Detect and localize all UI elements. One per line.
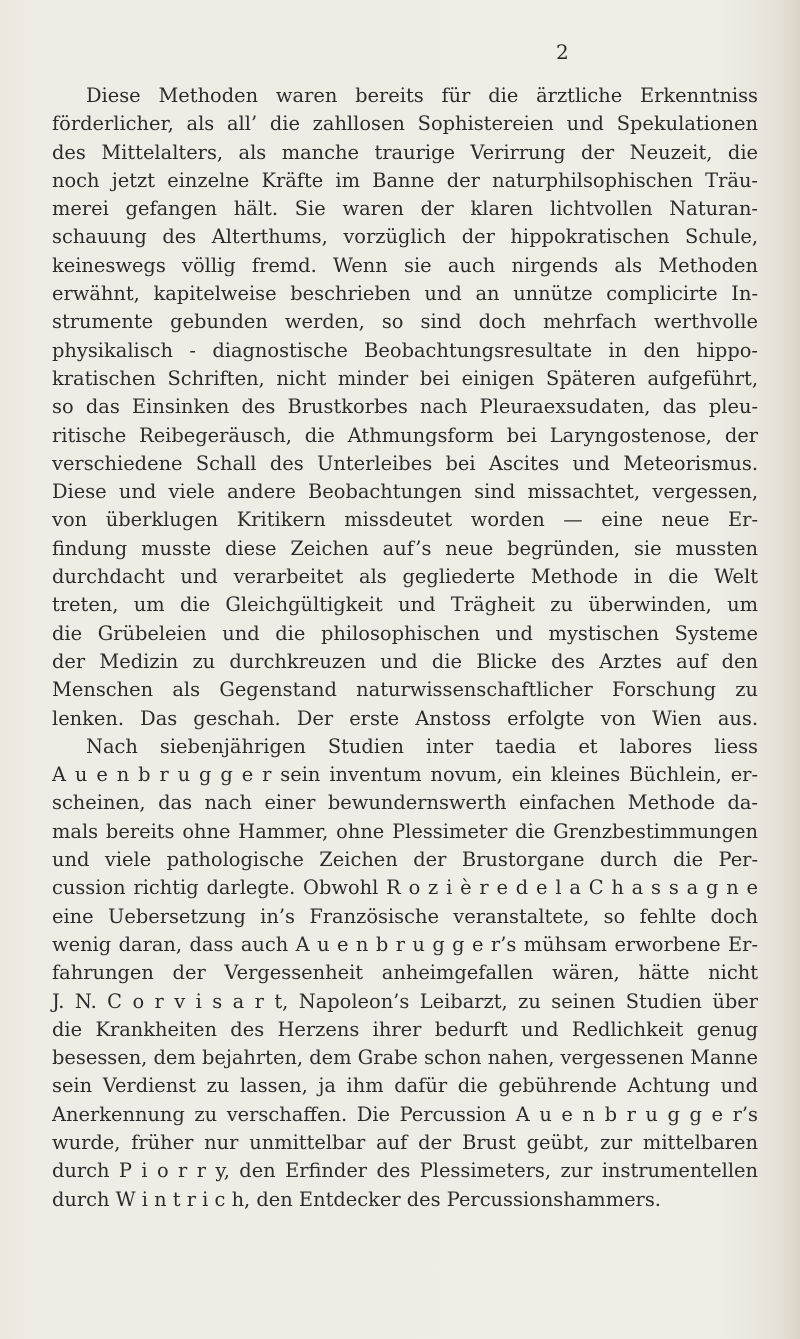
text-line: noch jetzt einzelne Kräfte im Banne der naturphilsophischen Träu- [52,168,758,192]
text-line: keineswegs völlig fremd. Wenn sie auch nirgends als Methoden [52,253,758,277]
text-line: Menschen als Gegenstand naturwissenschaftlicher Forschung zu [52,678,758,702]
text-line: durch W i n t r i c h, den Entdecker des Percussionshammers. [52,1187,661,1211]
text-line: verschiedene Schall des Unterleibes bei Ascites und Meteorismus. [52,451,758,475]
text-line: von überklugen Kritikern missdeutet worden — eine neue Er- [52,508,758,532]
text-line: scheinen, das nach einer bewundernswerth einfachen Methode da- [52,791,758,815]
text-line: lenken. Das geschah. Der erste Anstoss erfolgte von Wien aus. [52,706,758,730]
text-line: des Mittelalters, als manche traurige Verirrung der Neuzeit, die [52,140,758,164]
text-line: merei gefangen hält. Sie waren der klaren lichtvollen Naturan- [52,197,758,221]
text-line: mals bereits ohne Hammer, ohne Plessimeter die Grenzbestimmungen [52,819,758,843]
text-line: besessen, dem bejahrten, dem Grabe schon nahen, vergessenen Manne [52,1046,758,1070]
text-line: Anerkennung zu verschaffen. Die Percussion A u e n b r u g g e r’s [52,1102,758,1126]
text-line: wenig daran, dass auch A u e n b r u g g e r’s mühsam erworbene Er- [52,932,758,956]
text-line: kratischen Schriften, nicht minder bei einigen Späteren aufgeführt, [52,366,758,390]
text-line: durch P i o r r y, den Erfinder des Plessimeters, zur instrumentellen [52,1159,758,1183]
text-line: sein Verdienst zu lassen, ja ihm dafür die gebührende Achtung und [52,1074,758,1098]
text-line: so das Einsinken des Brustkorbes nach Pleuraexsudaten, das pleu- [52,395,758,419]
text-line: strumente gebunden werden, so sind doch mehrfach werthvolle [52,310,758,334]
text-line: wurde, früher nur unmittelbar auf der Brust geübt, zur mittelbaren [52,1130,758,1154]
page-number: 2 [556,40,569,64]
text-line: fahrungen der Vergessenheit anheimgefallen wären, hätte nicht [52,961,758,985]
text-line: physikalisch - diagnostische Beobachtungsresultate in den hippo- [52,338,758,362]
text-line: erwähnt, kapitelweise beschrieben und an unnütze complicirte In- [52,282,758,306]
text-line: A u e n b r u g g e r sein inventum novum, ein kleines Büchlein, er- [52,763,758,787]
text-line: findung musste diese Zeichen auf’s neue begründen, sie mussten [52,536,758,560]
text-line: Diese und viele andere Beobachtungen sind missachtet, vergessen, [52,480,758,504]
text-line: die Krankheiten des Herzens ihrer bedurft und Redlichkeit genug [52,1017,758,1041]
text-line: eine Uebersetzung in’s Französische veranstaltete, so fehlte doch [52,904,758,928]
text-line: Diese Methoden waren bereits für die ärztliche Erkenntniss [86,84,758,107]
text-line: Nach siebenjährigen Studien inter taedia et labores liess [86,734,758,758]
text-line: treten, um die Gleichgültigkeit und Trägheit zu überwinden, um [52,593,758,617]
text-line: die Grübeleien und die philosophischen und mystischen Systeme [52,621,758,645]
text-line: cussion richtig darlegte. Obwohl R o z i è r e d e l a C h a s s a g n e [52,876,758,900]
text-line: der Medizin zu durchkreuzen und die Blicke des Arztes auf den [52,649,758,673]
text-line: und viele pathologische Zeichen der Brustorgane durch die Per- [52,848,758,872]
text-line: förderlicher, als all’ die zahllosen Sophistereien und Spekulationen [52,112,758,136]
text-line: durchdacht und verarbeitet als gegliederte Methode in die Welt [52,565,758,589]
text-line: ritische Reibegeräusch, die Athmungsform bei Laryngostenose, der [52,423,758,447]
text-line: J. N. C o r v i s a r t, Napoleon’s Leibarzt, zu seinen Studien über [52,989,758,1013]
text-line: schauung des Alterthums, vorzüglich der hippokratischen Schule, [52,225,758,249]
body-text [52,82,758,1214]
